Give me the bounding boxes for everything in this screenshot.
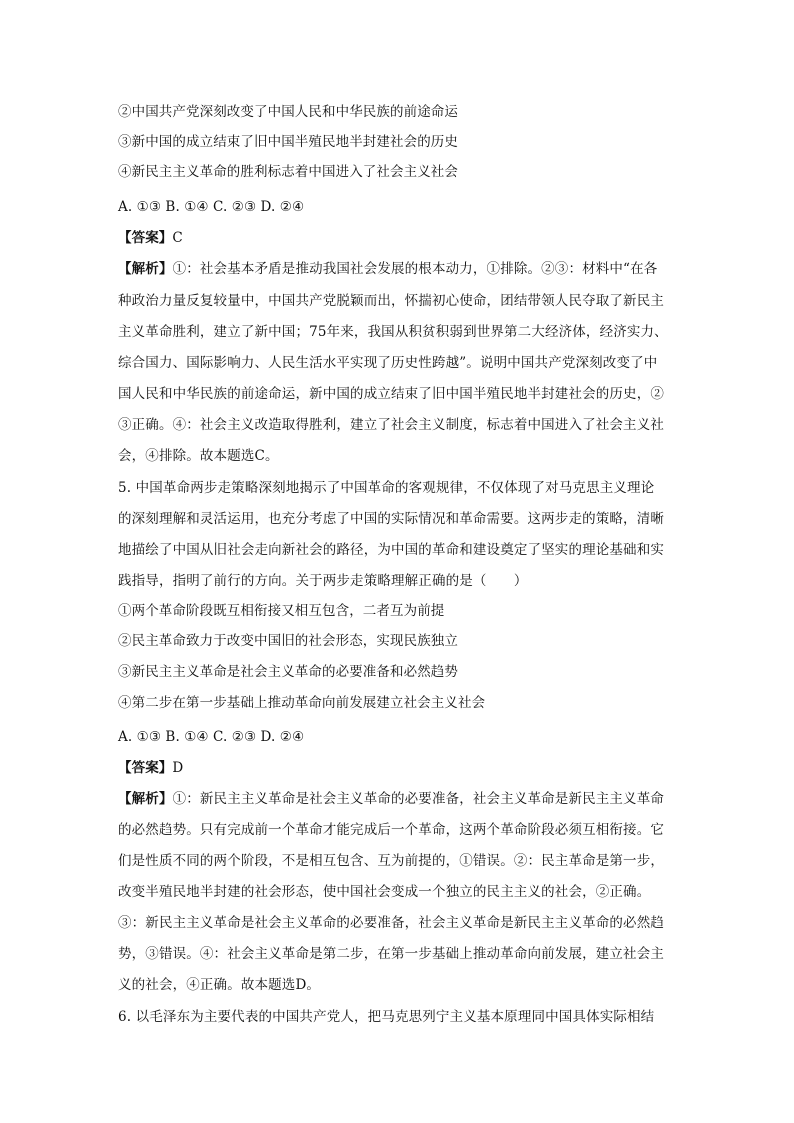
q4-option-3: ③新中国的成立结束了旧中国半殖民地半封建社会的历史	[118, 134, 458, 150]
q5-stem-line-2: 的深刻理解和灵活运用，也充分考虑了中国的实际情况和革命需要。这两步走的策略，清晰	[118, 511, 664, 527]
q4-option-2: ②中国共产党深刻改变了中国人民和中华民族的前途命运	[118, 104, 458, 120]
analysis-text: ①：社会基本矛盾是推动我国社会发展的根本动力，①排除。②③：材料中“在各	[172, 261, 658, 277]
answer-label: 【答案】	[118, 230, 173, 246]
q5-analysis-line-1	[118, 789, 682, 809]
q4-analysis-line-4: 综合国力、国际影响力、人民生活水平实现了历史性跨越”。说明中国共产党深刻改变了中	[118, 355, 658, 371]
analysis-label: 【解析】	[118, 261, 173, 277]
q4-analysis-line-3: 主义革命胜利，建立了新中国；75年来，我国从积贫积弱到世界第二大经济体，经济实力、	[118, 324, 668, 340]
q4-answer	[118, 228, 682, 248]
answer-value: D	[172, 760, 184, 776]
answer-value: C	[172, 230, 183, 246]
q5-option-2: ②民主革命致力于改变中国旧的社会形态，实现民族独立	[118, 633, 458, 649]
q5-analysis-line-3: 们是性质不同的两个阶段，不是相互包含、互为前提的，①错误。②：民主革命是第一步，	[118, 853, 664, 869]
q5-analysis-line-7: 义的社会，④正确。故本题选D。	[118, 977, 321, 993]
q5-stem-line-3: 地描绘了中国从旧社会走向新社会的路径，为中国的革命和建设奠定了坚实的理论基础和实	[118, 542, 664, 558]
q4-analysis-line-6: ③正确。④：社会主义改造取得胜利，建立了社会主义制度，标志着中国进入了社会主义社	[118, 417, 664, 433]
q5-analysis-line-2: 的必然趋势。只有完成前一个革命才能完成后一个革命，这两个革命阶段必须互相衔接。它	[118, 822, 664, 838]
q5-option-1: ①两个革命阶段既互相衔接又相互包含，二者互为前提	[118, 603, 445, 619]
q5-choices: A. ①③ B. ①④ C. ②③ D. ②④	[118, 729, 305, 745]
analysis-text: ①：新民主主义革命是社会主义革命的必要准备，社会主义革命是新民主主义革命	[172, 791, 665, 807]
analysis-label: 【解析】	[118, 791, 173, 807]
q5-option-4: ④第二步在第一步基础上推动革命向前发展建立社会主义社会	[118, 695, 486, 711]
q5-answer	[118, 758, 682, 778]
q4-analysis-line-2: 种政治力量反复较量中，中国共产党脱颖而出，怀揣初心使命，团结带领人民夺取了新民主	[118, 293, 664, 309]
q4-analysis-line-1	[118, 259, 682, 279]
q5-analysis-line-4: 改变半殖民地半封建的社会形态，使中国社会变成一个独立的民主主义的社会，②正确。	[118, 884, 651, 900]
q4-choices: A. ①③ B. ①④ C. ②③ D. ②④	[118, 199, 305, 215]
q5-analysis-line-5: ③：新民主主义革命是社会主义革命的必要准备，社会主义革命是新民主主义革命的必然趋	[118, 915, 664, 931]
q5-stem-line-1: 5. 中国革命两步走策略深刻地揭示了中国革命的客观规律，不仅体现了对马克思主义理论	[118, 480, 655, 496]
q5-option-3: ③新民主主义革命是社会主义革命的必要准备和必然趋势	[118, 664, 458, 680]
answer-label: 【答案】	[118, 760, 173, 776]
q5-analysis-line-6: 势，③错误。④：社会主义革命是第二步，在第一步基础上推动革命向前发展，建立社会主	[118, 946, 664, 962]
q4-analysis-line-5: 国人民和中华民族的前途命运，新中国的成立结束了旧中国半殖民地半封建社会的历史，②	[118, 386, 664, 402]
q5-stem-line-4: 践指导，指明了前行的方向。关于两步走策略理解正确的是（ ）	[118, 573, 528, 589]
q4-analysis-line-7: 会，④排除。故本题选C。	[118, 448, 279, 464]
q6-stem-line-1: 6. 以毛泽东为主要代表的中国共产党人，把马克思列宁主义基本原理同中国具体实际相结	[118, 1009, 655, 1025]
q4-option-4: ④新民主主义革命的胜利标志着中国进入了社会主义社会	[118, 164, 458, 180]
